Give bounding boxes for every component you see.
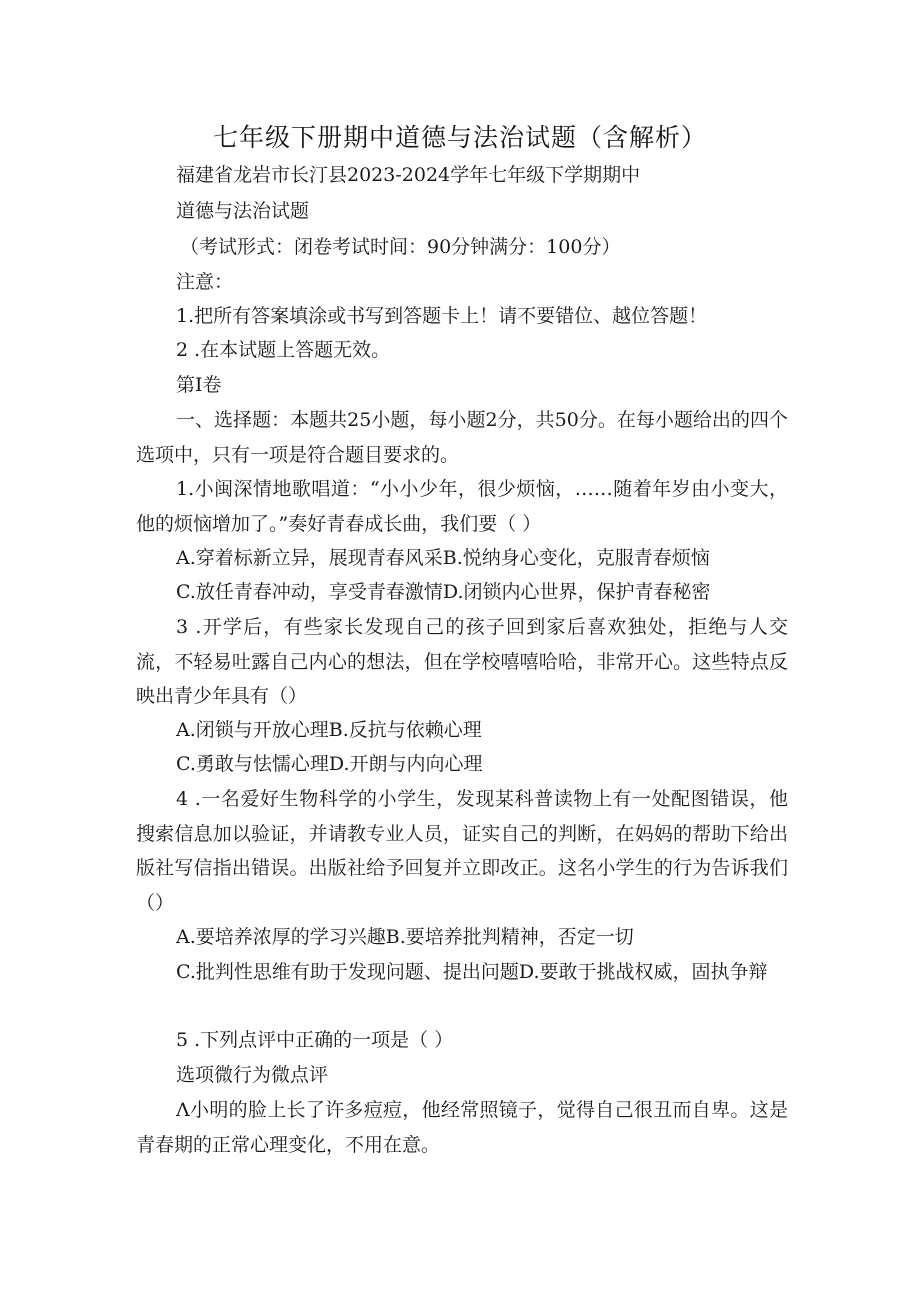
exam-info: （考试形式：闭卷考试时间：90分钟满分：100分）	[180, 236, 621, 258]
question-1-options-ab: A.穿着标新立异，展现青春风采B.悦纳身心变化，克服青春烦恼	[176, 547, 710, 569]
notice-label: 注意：	[176, 271, 234, 293]
exam-source: 福建省龙岩市长汀县2023-2024学年七年级下学期期中	[176, 164, 641, 186]
question-5-row-a: Λ小明的脸上长了许多痘痘，他经常照镜子，觉得自己很丑而自卑。这是青春期的正常心理变化，不用在意。	[136, 1099, 788, 1156]
exam-subject: 道德与法治试题	[176, 200, 310, 222]
question-3-options-ab: A.闭锁与开放心理B.反抗与依赖心理	[176, 719, 482, 741]
question-5-stem: 5 .下列点评中正确的一项是（ ）	[176, 1029, 454, 1051]
question-3-options-cd: C.勇敢与怯懦心理D.开朗与内向心理	[176, 753, 483, 775]
page-title: 七年级下册期中道德与法治试题（含解析）	[212, 123, 707, 152]
notice-item-1: 1.把所有答案填涂或书写到答题卡上！请不要错位、越位答题！	[176, 305, 708, 327]
question-1-stem: 1.小闽深情地歌唱道：“小小少年，很少烦恼，……随着年岁由小变大，他的烦恼增加了。”奏好青春成长曲，我们要（ ）	[136, 478, 788, 535]
section-intro: 一、选择题：本题共25小题，每小题2分，共50分。在每小题给出的四个选项中，只有一项是符合题目要求的。	[136, 409, 788, 466]
question-4-options-ab: A.要培养浓厚的学习兴趣B.要培养批判精神，否定一切	[176, 926, 634, 948]
question-1-options-cd: C.放任青春冲动，享受青春激情D.闭锁内心世界，保护青春秘密	[176, 581, 711, 603]
question-4-stem: 4 .一名爱好生物科学的小学生，发现某科普读物上有一处配图错误，他搜索信息加以验证，并请教专业人员，证实自己的判断，在妈妈的帮助下给出版社写信指出错误。出版社给予回复并立即改正。这名小学生的行为告诉我们（）	[136, 788, 788, 914]
volume-label: 第I卷	[176, 374, 222, 396]
question-5-table-header: 选项微行为微点评	[176, 1064, 329, 1086]
question-3-stem: 3 .开学后，有些家长发现自己的孩子回到家后喜欢独处，拒绝与人交流，不轻易吐露自己内心的想法，但在学校嘻嘻哈哈，非常开心。这些特点反映出青少年具有（）	[136, 616, 788, 707]
notice-item-2: 2 .在本试题上答题无效。	[176, 339, 391, 361]
question-4-options-cd: C.批判性思维有助于发现问题、提出问题D.要敢于挑战权威，固执争辩	[176, 961, 768, 983]
